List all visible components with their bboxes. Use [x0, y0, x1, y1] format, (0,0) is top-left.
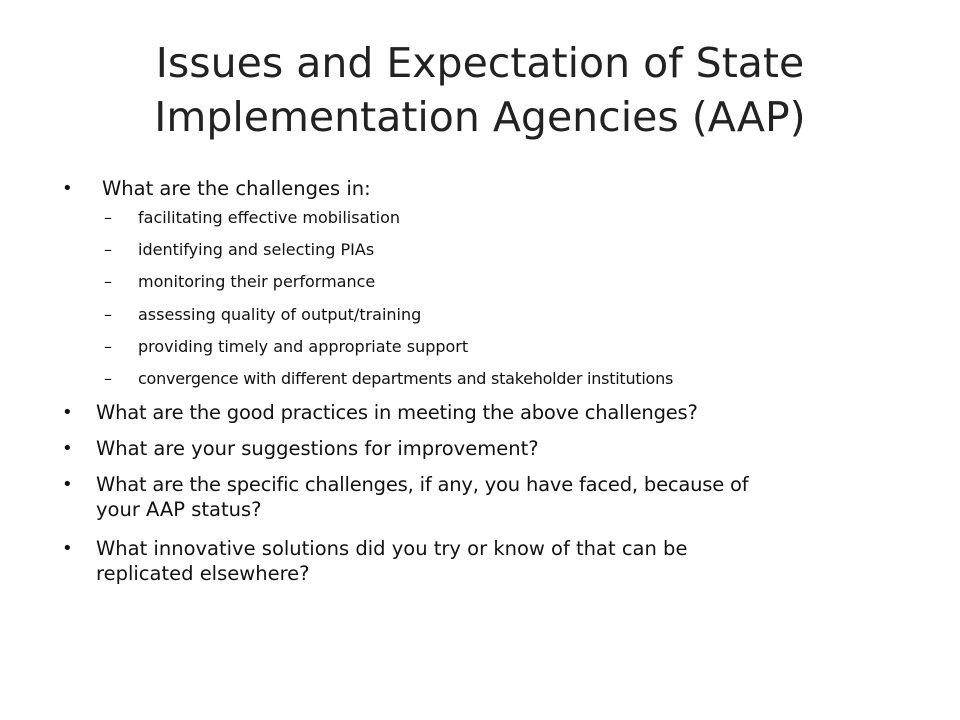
bullet-5-text-line-2: replicated elsewhere?: [96, 562, 310, 585]
title-line-1: Issues and Expectation of State: [155, 39, 805, 87]
bullet-1-text: What are the challenges in:: [102, 177, 371, 200]
sub-item-3: monitoring their performance: [138, 272, 376, 291]
bullet-icon: •: [62, 438, 73, 459]
bullet-icon: •: [62, 538, 73, 559]
dash-icon: –: [104, 240, 112, 259]
bullet-icon: •: [62, 474, 73, 495]
dash-icon: –: [104, 208, 112, 227]
sub-item-6: convergence with different departments and stakeholder institutions: [138, 369, 674, 388]
dash-icon: –: [104, 369, 112, 388]
dash-icon: –: [104, 305, 112, 324]
dash-icon: –: [104, 272, 112, 291]
sub-item-5: providing timely and appropriate support: [138, 337, 469, 356]
bullet-2-text: What are the good practices in meeting the above challenges?: [96, 401, 698, 424]
bullet-icon: •: [62, 402, 73, 423]
bullet-3-text: What are your suggestions for improvement?: [96, 437, 539, 460]
sub-item-1: facilitating effective mobilisation: [138, 208, 401, 227]
bullet-icon: •: [62, 178, 73, 199]
sub-item-4: assessing quality of output/training: [138, 305, 422, 324]
dash-icon: –: [104, 337, 112, 356]
bullet-5-text-line-1: What innovative solutions did you try or know of that can be: [96, 537, 688, 560]
sub-item-2: identifying and selecting PIAs: [138, 240, 375, 259]
bullet-4-text-line-1: What are the specific challenges, if any, you have faced, because of: [96, 473, 749, 496]
bullet-4-text-line-2: your AAP status?: [96, 498, 262, 521]
title-line-2: Implementation Agencies (AAP): [154, 93, 806, 141]
